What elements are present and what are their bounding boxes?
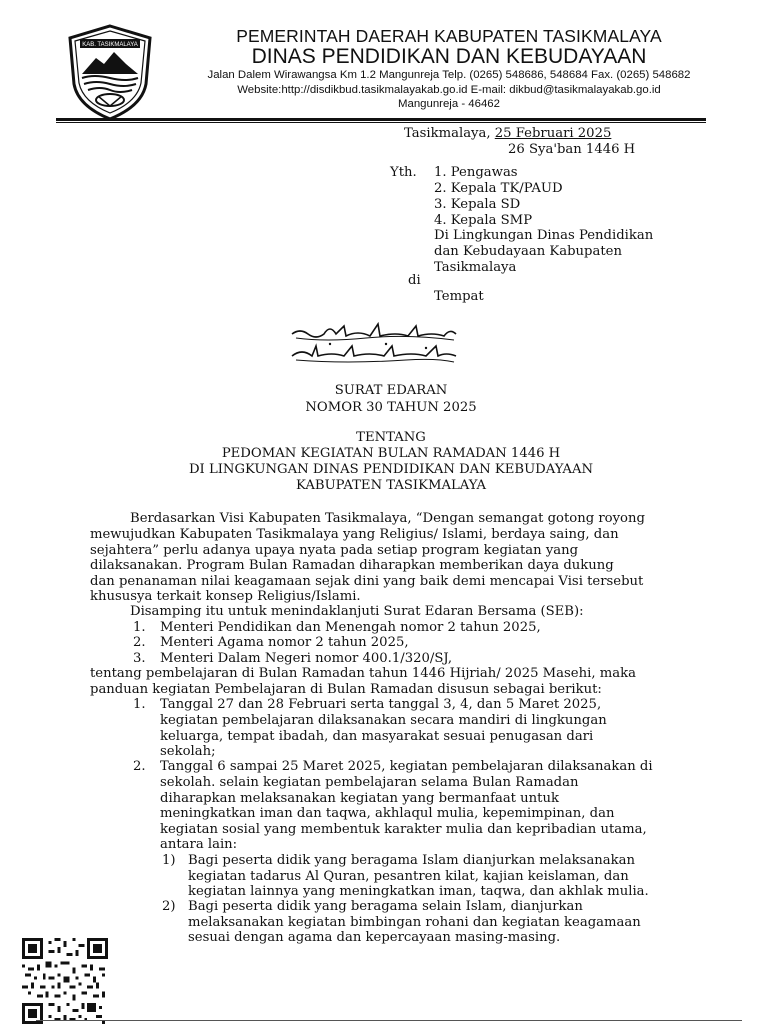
sub-item-line: melaksanakan kegiatan bimbingan rohani dan kegiatan keagamaan xyxy=(188,915,641,930)
recipient-scope: Tasikmalaya xyxy=(434,260,517,275)
sub-item-line: Bagi peserta didik yang beragama Islam dianjurkan melaksanakan xyxy=(188,853,636,868)
body-paragraph-line: Berdasarkan Visi Kabupaten Tasikmalaya, “Dengan semangat gotong royong xyxy=(130,511,645,526)
body-paragraph-seb: Disamping itu untuk menindaklanjuti Surat Edaran Bersama (SEB): xyxy=(130,604,584,619)
guideline-line: keluarga, tempat ibadah, dan masyarakat sesuai penugasan dari xyxy=(160,729,594,744)
sub-item-line: kegiatan tadarus Al Quran, pesantren kilat, kajian keislaman, dan xyxy=(188,869,629,884)
seb-item: Menteri Agama nomor 2 tahun 2025, xyxy=(160,635,409,650)
seb-number: 2. xyxy=(133,635,146,650)
title-subject: KABUPATEN TASIKMALAYA xyxy=(296,478,486,493)
logo-text: KAB. TASIKMALAYA xyxy=(82,42,138,48)
title-subject: DI LINGKUNGAN DINAS PENDIDIKAN DAN KEBUDAYAAN xyxy=(188,462,594,477)
seb-number: 3. xyxy=(133,651,146,666)
recipient-di: di xyxy=(408,273,421,288)
recipient-yth: Yth. xyxy=(390,165,417,180)
footer-rule xyxy=(36,1020,742,1021)
guideline-line: sekolah. selain kegiatan pembelajaran selama Bulan Ramadan xyxy=(160,775,579,790)
seb-item: Menteri Pendidikan dan Menengah nomor 2 tahun 2025, xyxy=(160,620,541,635)
guideline-line: Tanggal 6 sampai 25 Maret 2025, kegiatan pembelajaran dilaksanakan di xyxy=(160,759,653,774)
title-tentang: TENTANG xyxy=(356,430,426,445)
header-rule-thin xyxy=(56,122,706,123)
guideline-line: kegiatan pembelajaran dilaksanakan secara mandiri di lingkungan xyxy=(160,713,607,728)
guideline-line: kegiatan sosial yang membentuk karakter mulia dan kepribadian utama, xyxy=(160,822,647,837)
recipient-item: 3. Kepala SD xyxy=(434,197,521,212)
regency-logo xyxy=(64,22,156,122)
title-subject: PEDOMAN KEGIATAN BULAN RAMADAN 1446 H xyxy=(221,446,561,461)
sub-item-line: kegiatan lainnya yang meningkatkan iman, taqwa, dan akhlak mulia. xyxy=(188,884,649,899)
seb-item: Menteri Dalam Negeri nomor 400.1/320/SJ, xyxy=(160,651,453,666)
recipient-scope: Di Lingkungan Dinas Pendidikan xyxy=(434,228,654,243)
body-paragraph-line: dan penanaman nilai keagamaan sejak dini yang baik demi mencapai Visi tersebut xyxy=(90,574,644,589)
header-agency: DINAS PENDIDIKAN DAN KEBUDAYAAN xyxy=(251,45,647,68)
recipient-item: 4. Kepala SMP xyxy=(434,213,533,228)
body-paragraph-line: mewujudkan Kabupaten Tasikmalaya yang Religius/ Islami, berdaya saing, dan xyxy=(90,527,619,542)
letter-date xyxy=(404,126,611,142)
sub-item-line: Bagi peserta didik yang beragama selain Islam, dianjurkan xyxy=(188,899,583,914)
seb-number: 1. xyxy=(133,620,146,635)
recipient-item: 1. Pengawas xyxy=(434,165,518,180)
guideline-line: diharapkan melaksanakan kegiatan yang bermanfaat untuk xyxy=(160,791,559,806)
body-paragraph-line: sejahtera” perlu adanya upaya nyata pada setiap program kegiatan yang xyxy=(90,543,579,558)
header-city: Mangunreja - 46462 xyxy=(398,98,500,110)
sub-item-number: 1) xyxy=(162,853,176,868)
header-rule-thick xyxy=(56,118,706,121)
date-hijri: 26 Sya'ban 1446 H xyxy=(508,142,636,157)
recipient-item: 2. Kepala TK/PAUD xyxy=(434,181,563,196)
recipient-scope: dan Kebudayaan Kabupaten xyxy=(434,244,622,259)
date-gregorian: 25 Februari 2025 xyxy=(494,126,612,141)
header-address: Jalan Dalem Wirawangsa Km 1.2 Mangunreja Telp. (0265) 548686, 548684 Fax. (0265) 548682 xyxy=(207,69,691,81)
body-paragraph-line: dilaksanakan. Program Bulan Ramadan diharapkan memberikan daya dukung xyxy=(90,558,614,573)
basmalah-calligraphy xyxy=(286,318,462,370)
body-paragraph-line: panduan kegiatan Pembelajaran di Bulan Ramadan disusun sebagai berikut: xyxy=(90,682,602,697)
guideline-number: 1. xyxy=(133,697,146,712)
date-place: Tasikmalaya, xyxy=(404,126,495,141)
header-website-email: Website:http://disdikbud.tasikmalayakab.go.id E-mail: dikbud@tasikmalayakab.go.id xyxy=(237,84,661,96)
guideline-line: antara lain: xyxy=(160,837,238,852)
body-paragraph-line: khususya terkait konsep Religius/Islami. xyxy=(90,589,361,604)
guideline-line: meningkatkan iman dan taqwa, akhlaqul mulia, kepemimpinan, dan xyxy=(160,806,615,821)
title-nomor: NOMOR 30 TAHUN 2025 xyxy=(305,400,477,415)
body-paragraph-line: tentang pembelajaran di Bulan Ramadan tahun 1446 Hijriah/ 2025 Masehi, maka xyxy=(90,666,636,681)
recipient-tempat: Tempat xyxy=(434,289,484,304)
title-surat-edaran: SURAT EDARAN xyxy=(334,383,448,398)
header-government: PEMERINTAH DAERAH KABUPATEN TASIKMALAYA xyxy=(236,26,662,46)
sub-item-line: sesuai dengan agama dan kepercayaan masing-masing. xyxy=(188,930,561,945)
guideline-line: Tanggal 27 dan 28 Februari serta tanggal 3, 4, dan 5 Maret 2025, xyxy=(160,697,602,712)
qr-code xyxy=(22,938,108,1024)
guideline-line: sekolah; xyxy=(160,744,216,759)
guideline-number: 2. xyxy=(133,759,146,774)
sub-item-number: 2) xyxy=(162,899,176,914)
